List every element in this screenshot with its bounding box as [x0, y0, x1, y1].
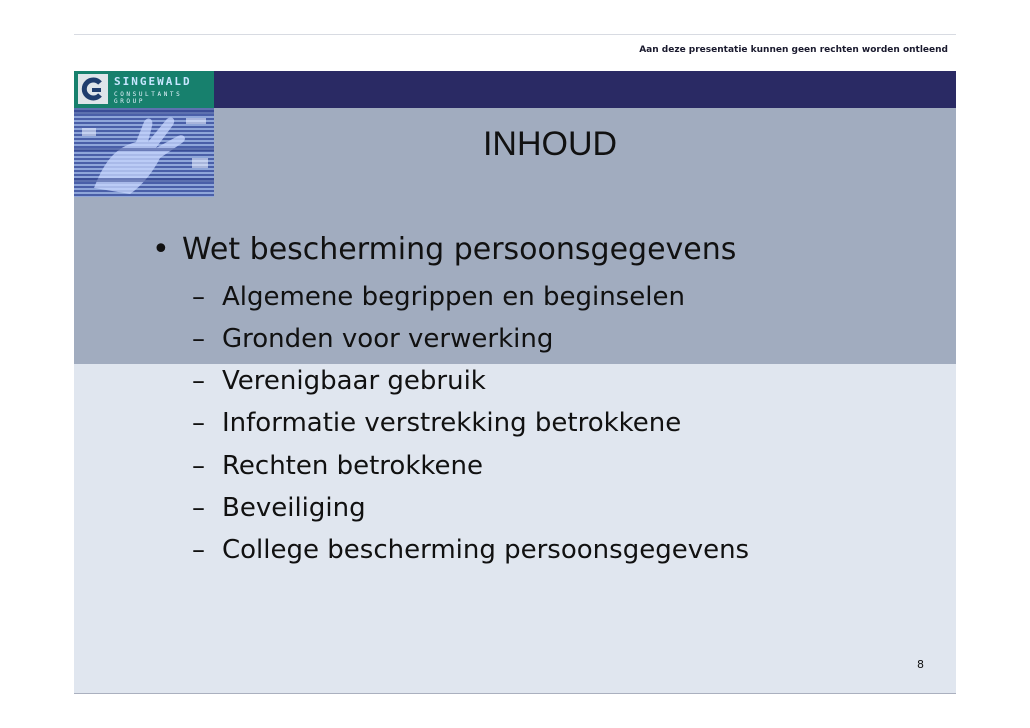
list-item-text: Wet bescherming persoonsgegevens	[182, 232, 737, 267]
dash-icon: –	[192, 535, 205, 565]
company-logo	[74, 71, 214, 108]
list-item	[192, 451, 483, 481]
dash-icon: –	[192, 493, 205, 523]
list-item-text: Algemene begrippen en beginselen	[222, 282, 685, 312]
disclaimer-text: Aan deze presentatie kunnen geen rechten worden ontleend	[639, 45, 948, 55]
dash-icon: –	[192, 282, 205, 312]
list-item-text: Informatie verstrekking betrokkene	[222, 408, 682, 438]
dash-icon: –	[192, 324, 205, 354]
dash-icon: –	[192, 408, 205, 438]
logo-name: SINGEWALD	[114, 75, 192, 88]
list-item	[192, 408, 681, 438]
hand-image	[74, 108, 214, 197]
list-item-text: Verenigbaar gebruik	[222, 366, 486, 396]
slide-title: INHOUD	[482, 125, 618, 163]
list-item-text: Gronden voor verwerking	[222, 324, 554, 354]
list-item-text: College bescherming persoonsgegevens	[222, 535, 750, 565]
list-item-text: Rechten betrokkene	[222, 451, 483, 481]
list-item	[192, 535, 749, 565]
list-item	[192, 324, 553, 354]
page-number: 8	[917, 658, 924, 671]
logo-subtitle: CONSULTANTS GROUP	[114, 91, 183, 105]
slide	[74, 34, 956, 694]
logo-emblem-icon	[78, 74, 108, 104]
list-item	[192, 282, 685, 312]
list-item-text: Beveiliging	[222, 493, 366, 523]
dash-icon: –	[192, 366, 205, 396]
list-item	[192, 493, 366, 523]
list-item	[152, 232, 736, 267]
list-item	[192, 366, 486, 396]
dash-icon: –	[192, 451, 205, 481]
bullet-icon: •	[152, 232, 170, 267]
